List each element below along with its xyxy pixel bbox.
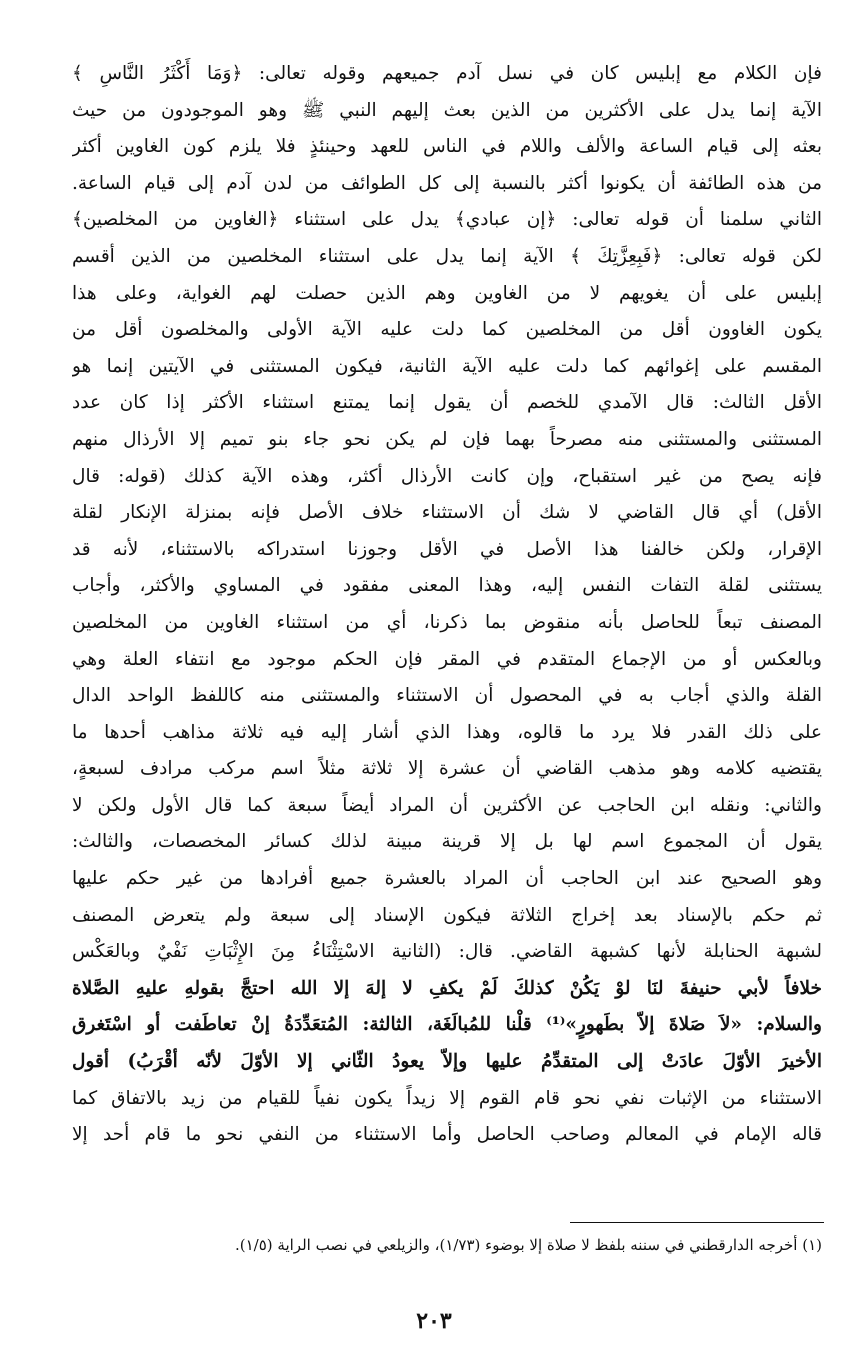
body-line-2: الآية إنما يدل على الأكثرين من الذين بعث إليهم النبي ﷺ وهو الموجودون من حيث (72, 99, 822, 121)
footnote-divider (570, 1222, 824, 1223)
body-line-6: لكن قوله تعالى: ﴿فَبِعِزَّتِكَ ﴾ الآية إنما يدل على استثناء المخلصين من الذين أقسم (72, 245, 822, 267)
body-line-9: المقسم على إغوائهم كما دلت عليه الآية الثانية، فيكون المستثنى في الآيتين إنما هو (72, 355, 822, 377)
body-line-20: يقتضيه كلامه وهو مذهب القاضي أن عشرة إلا ثلاثة مثلاً اسم مركب مرادف لسبعةٍ، (72, 758, 822, 780)
body-line-7: إبليس على أن يغويهم لا من الغاوين وهم الذين حصلت لهم الغواية، وعلى هذا (72, 282, 822, 304)
page-number: ٢٠٣ (416, 1308, 452, 1334)
body-line-8: يكون الغاوون أقل من المخلصين كما دلت عليه الآية الأولى والمخلصون أقل من (72, 319, 822, 341)
body-line-13: الأقل) أي قال القاضي لا شك أن الاستثناء خلاف الأصل فإنه بمنزلة الإنكار لقلة (72, 502, 822, 524)
body-line-5: الثاني سلمنا أن قوله تعالى: ﴿إن عبادي﴾ يدل على استثناء ﴿الغاوين من المخلصين﴾ (72, 209, 822, 231)
body-line-15: يستثنى لقلة التفات النفس إليه، وهذا المعنى مفقود في المساوي والأكثر، وأجاب (72, 575, 822, 597)
body-line-22: يقول أن المجموع اسم لها بل إلا قرينة مبينة لذلك كسائر المخصصات، والثالث: (72, 831, 822, 853)
body-line-11: المستثنى والمستثنى منه مصرحاً بهما فإن لم يكن نحو جاء بنو تميم إلا الأرذال منهم (72, 428, 822, 450)
footnote: (١) أخرجه الدارقطني في سننه بلفظ لا صلاة إلا بوضوء (١/٧٣)، والزيلعي في نصب الراية (١/٥). (235, 1236, 822, 1254)
body-line-19: على ذلك القدر فلا يرد ما قالوه، وهذا الذي أشار إليه فيه ثلاثة مذاهب أحدها ما (72, 721, 822, 743)
body-text (72, 56, 822, 1154)
body-line-25: لشبهة الحنابلة لأنها كشبهة القاضي. قال: (الثانية الاسْتِثْنَاءُ مِنَ الإِثْبَاتِ نَفْيٌ وبالعَكْس (72, 941, 822, 963)
body-line-4: من هذه الطائفة أن يكونوا أكثر بالنسبة إلى كل الطوائف من لدن آدم إلى قيام الساعة. (72, 172, 822, 194)
body-line-3: بعثه إلى قيام الساعة والألف واللام في الناس للعهد وحينئذٍ فلا يلزم كون الغاوين أكثر (72, 136, 822, 158)
body-line-21: والثاني: ونقله ابن الحاجب عن الأكثرين أن المراد أيضاً سبعة كما قال الأول ولكن لا (72, 794, 822, 816)
body-line-1: فإن الكلام مع إبليس كان في نسل آدم جميعهم وقوله تعالى: ﴿وَمَا أَكْثَرُ النَّاسِ ﴾ (72, 63, 822, 84)
body-line-24: ثم حكم بالإسناد بعد إخراج الثلاثة فيكون الإسناد إلى سبعة ولم يتعرض المصنف (72, 904, 822, 926)
body-line-10: الأقل الثالث: قال الآمدي للخصم أن يقول إنما يمتنع استثناء الأكثر إذا كان عدد (72, 392, 822, 414)
body-line-16: المصنف تبعاً للحاصل بأنه منقوض بما ذكرنا، أي من استثناء الغاوين من المخلصين (72, 611, 822, 633)
body-line-14: الإقرار، ولكن خالفنا هذا الأصل في الأقل وجوزنا استدراكه بالاستثناء، لأنه قد (72, 538, 822, 560)
body-line-18: القلة والذي أجاب به في المحصول أن الاستثناء والمستثنى منه كاللفظ الواحد الدال (72, 685, 822, 707)
body-line-23: وهو الصحيح عند ابن الحاجب أن المراد بالعشرة جميع أفرادها من غير حكم عليها (72, 868, 822, 890)
body-line-30: قاله الإمام في المعالم وصاحب الحاصل وأما الاستثناء من النفي نحو ما قام أحد إلا (72, 1124, 822, 1146)
body-line-12: فإنه يصح من غير استقباح، وإن كانت الأرذال أكثر، وهذه الآية كذلك (قوله: قال (72, 465, 822, 487)
body-line-28: الأخيرَ الأوّلَ عادَتْ إلى المتقدِّمُ عليها وإلاّ يعودُ الثّاني إلا الأوّلَ لأنّه أقْرَبُ) أقول (72, 1051, 822, 1073)
body-line-26: خلافاً لأبي حنيفةَ لنَا لوْ يَكُنْ كذلكَ لَمْ يكفِ لا إلهَ إلا الله احتجَّ بقولهِ عليهِ الصَّلاة (72, 977, 822, 999)
body-line-17: وبالعكس أو من الإجماع المتقدم في المقر فإن الحكم موجود مع انتفاء العلة وهي (72, 648, 822, 670)
body-line-27: والسلام: «لاَ صَلاةَ إلاّ بطَهورٍ»⁽¹⁾ قلْنا للمُبالَغَة، الثالثة: المُتعَدِّدَةُ إنْ تعاطَفت أو اسْتَغرق (72, 1014, 822, 1036)
body-line-29: الاستثناء من الإثبات نفي نحو قام القوم إلا زيداً يكون نفياً للقيام من زيد بالاتفاق كما (72, 1087, 822, 1109)
